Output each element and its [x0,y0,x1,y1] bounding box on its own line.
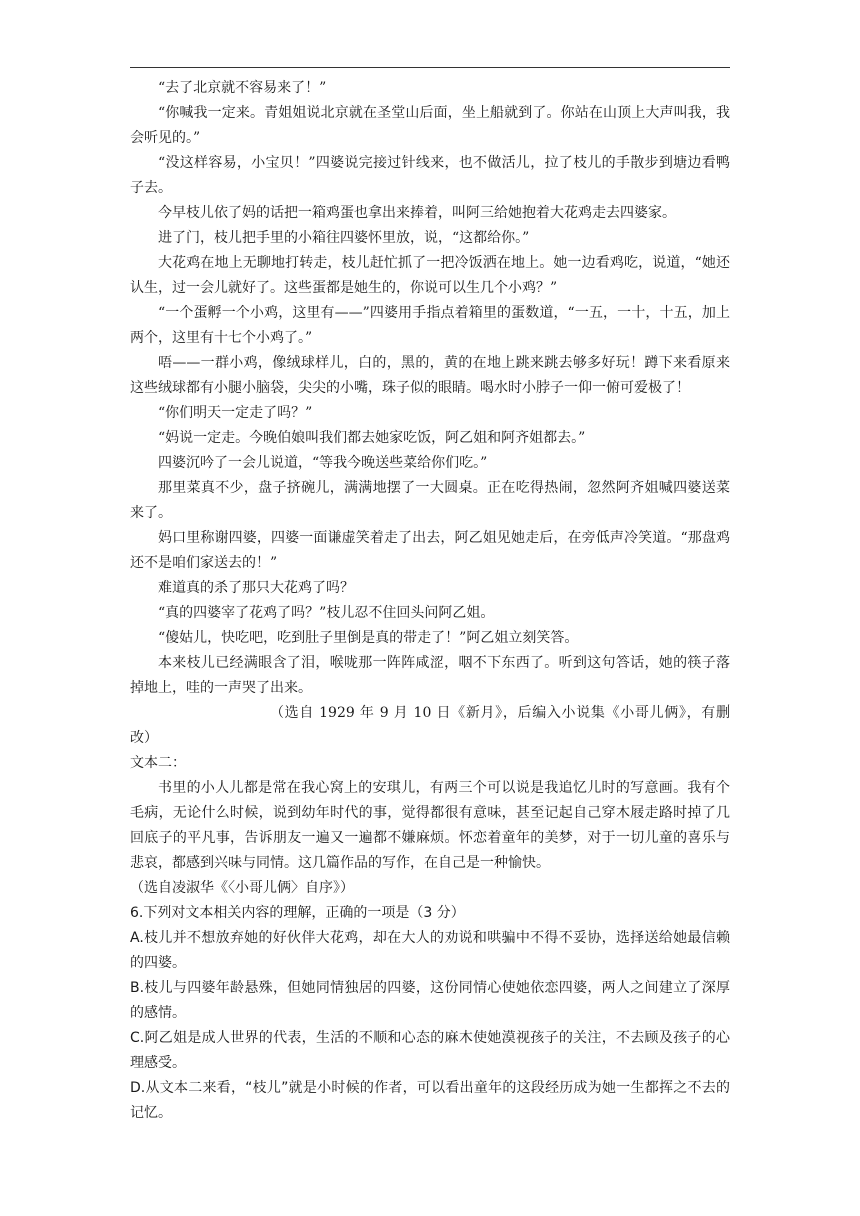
story-paragraph: “你喊我一定来。青姐姐说北京就在圣堂山后面，坐上船就到了。你站在山顶上大声叫我，我会听见的。” [130,105,730,146]
story-paragraph: 妈口里称谢四婆，四婆一面谦虚笑着走了出去，阿乙姐见她走后，在旁低声冷笑道。“那盘鸡还不是咱们家送去的！” [130,530,730,571]
answer-option-a: A.枝儿并不想放弃她的好伙伴大花鸡，却在大人的劝说和哄骗中不得不妥协，选择送给她最信赖的四婆。 [130,930,730,971]
story-paragraph: 进了门，枝儿把手里的小箱往四婆怀里放，说，“这都给你。” [158,230,530,246]
story-paragraph: 四婆沉吟了一会儿说道，“等我今晚送些菜给你们吃。” [158,455,488,471]
story-paragraph: 大花鸡在地上无聊地打转走，枝儿赶忙抓了一把冷饭洒在地上。她一边看鸡吃，说道，“她还认生，过一会儿就好了。这些蛋都是她生的，你说可以生几个小鸡？” [130,255,730,296]
question-stem: 6.下列对文本相关内容的理解，正确的一项是（3 分） [130,905,465,921]
story-paragraph: “真的四婆宰了花鸡了吗？”枝儿忍不住回头问阿乙姐。 [158,605,495,621]
story-paragraph: 本来枝儿已经满眼含了泪，喉咙那一阵阵咸涩，咽不下东西了。听到这句答话，她的筷子落掉地上，哇的一声哭了出来。 [130,655,730,696]
text2-label: 文本二： [130,755,186,771]
story-paragraph: “妈说一定走。今晚伯娘叫我们都去她家吃饭，阿乙姐和阿齐姐都去。” [158,430,586,446]
story-paragraph: “一个蛋孵一个小鸡，这里有——”四婆用手指点着箱里的蛋数道，“一五，一十，十五，加上两个，这里有十七个小鸡了。” [130,305,730,346]
story-paragraph: 那里菜真不少，盘子挤碗儿，满满地摆了一大圆桌。正在吃得热闹，忽然阿齐姐喊四婆送菜来了。 [130,480,730,521]
story-paragraph: “傻姑儿，快吃吧，吃到肚子里倒是真的带走了！”阿乙姐立刻笑答。 [158,630,579,646]
story-paragraph: “没这样容易，小宝贝！”四婆说完接过针线来，也不做活儿，拉了枝儿的手散步到塘边看鸭子去。 [130,155,730,196]
answer-option-b: B.枝儿与四婆年龄悬殊，但她同情独居的四婆，这份同情心使她依恋四婆，两人之间建立了深厚的感情。 [130,980,730,1021]
document-body [130,76,730,1126]
answer-option-d: D.从文本二来看，“枝儿”就是小时候的作者，可以看出童年的这段经历成为她一生都挥之不去的记忆。 [130,1080,730,1121]
story-paragraph: 唔——一群小鸡，像绒球样儿，白的，黑的，黄的在地上跳来跳去够多好玩！蹲下来看原来这些绒球都有小腿小脑袋，尖尖的小嘴，珠子似的眼睛。喝水时小脖子一仰一俯可爱极了！ [130,355,730,396]
story-paragraph: “去了北京就不容易来了！” [158,80,327,96]
source-citation-1: （选自 1929 年 9 月 10 日《新月》，后编入小说集《小哥儿俩》，有删改） [130,705,730,746]
text2-paragraph: 书里的小人儿都是常在我心窝上的安琪儿，有两三个可以说是我追忆儿时的写意画。我有个毛病，无论什么时候，说到幼年时代的事，觉得都很有意味，甚至记起自己穿木屐走路时掉了几回底子的平凡事，告诉朋友一遍又一遍都不嫌麻烦。怀恋着童年的美梦，对于一切儿童的喜乐与悲哀，都感到兴味与同情。这几篇作品的写作，在自己是一种愉快。 [130,780,730,871]
answer-option-c: C.阿乙姐是成人世界的代表，生活的不顺和心态的麻木使她漠视孩子的关注，不去顾及孩子的心理感受。 [130,1030,730,1071]
source-citation-2: （选自凌淑华《〈小哥儿俩〉自序》） [130,880,354,896]
story-paragraph: 难道真的杀了那只大花鸡了吗？ [158,580,354,596]
story-paragraph: 今早枝儿依了妈的话把一箱鸡蛋也拿出来捧着，叫阿三给她抱着大花鸡走去四婆家。 [158,205,676,221]
header-rule [130,67,730,68]
story-paragraph: “你们明天一定走了吗？” [158,405,313,421]
